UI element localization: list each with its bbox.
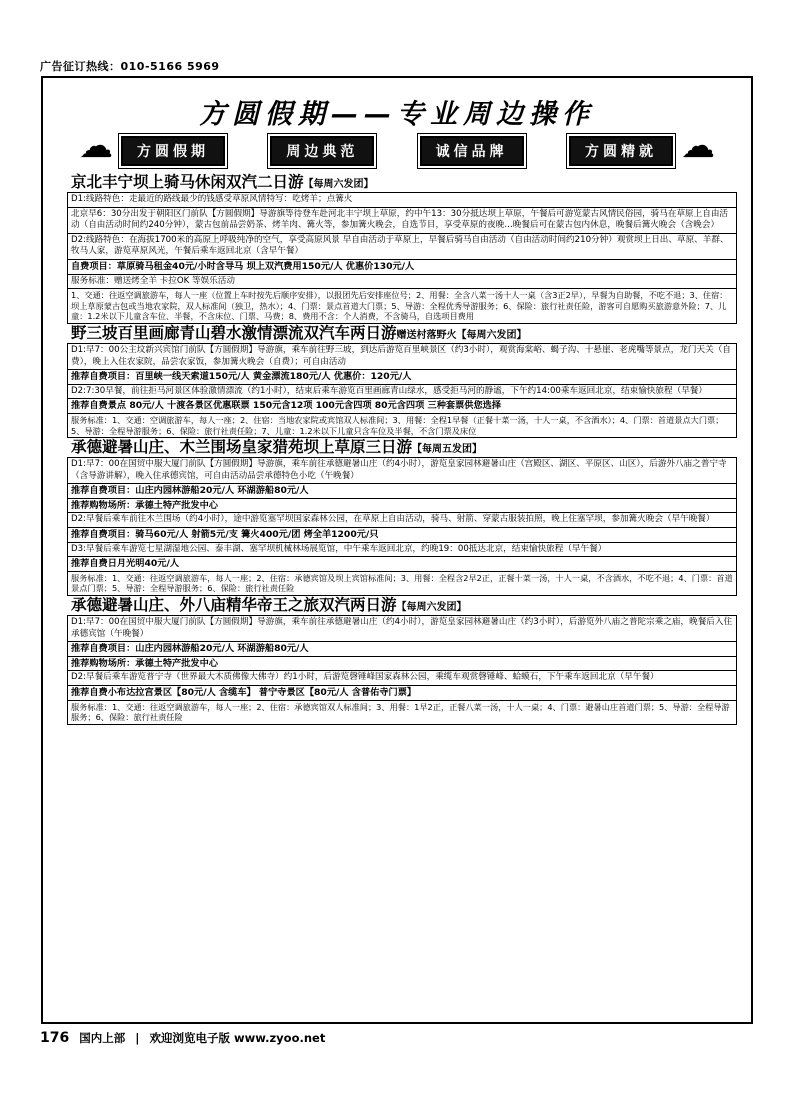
price-row: 推荐购物场所：承德土特产批发中心 — [68, 499, 736, 514]
banner-tag: 周边典范 — [270, 136, 374, 166]
tour-title-text: 承德避暑山庄、木兰围场皇家猎苑坝上草原三日游 — [71, 438, 413, 457]
tour-itinerary-table — [67, 457, 737, 596]
service-standard-row: 服务标准：1、交通：空调旅游车，每人一座；2、住宿：当地农家院或宾馆双人标准间；3、用餐：全程1早餐（正餐十菜一汤，十人一桌，不含酒水）；4、门票：首道景点大门票；5、导游：全程导游服务；6、保险：旅行社责任险；7、儿童：1.2米以下儿童只含车位及半餐，不含门票及床位 — [71, 414, 724, 436]
price-row: 推荐购物场所：承德土特产批发中心 — [68, 657, 736, 672]
price-row: 推荐自费景点 80元/人 十渡各景区优惠联票 150元含12项 100元含四项 80元含四项 三种套票供您选择 — [68, 399, 736, 414]
tour-title-text: 承德避暑山庄、外八庙精华帝王之旅双汽两日游 — [71, 596, 397, 615]
itinerary-row: D2:线路特色：在海拔1700米的高原上呼吸纯净的空气，享受高原风景 早自由活动于草原上，早餐后骑马自由活动（自由活动时间约210分钟）观赏坝上日出、草原、羊群、牧马人家，游览草原风光，午餐后乘车返回北京（含早午餐） — [68, 234, 736, 260]
tour-title-text: 野三坡百里画廊青山碧水激情漂流双汽车两日游 — [71, 323, 397, 342]
cloud-ornament-icon: ☁ — [79, 126, 113, 166]
itinerary-row: D1:线路特色：走最近的路线最少的钱感受草原风情特写：吃烤羊；点篝火 — [68, 193, 736, 208]
tour-title-text: 京北丰宁坝上骑马休闲双汽二日游 — [71, 173, 304, 191]
itinerary-row: D2:早餐后乘车游览普宁寺（世界最大木质佛像大佛寺）约1小时，后游览磬锤峰国家森林公园，乘缆车观赏磬锤峰、蛤蟆石，下午乘车返回北京（早午餐） — [68, 671, 736, 686]
departure-badge: 【每周五发团】 — [412, 444, 483, 456]
footer-slogan: 欢迎浏览电子版 www.zyoo.net — [149, 1031, 326, 1045]
departure-badge: 【每周六发团】 — [303, 179, 374, 190]
itinerary-row: D2:早餐后乘车前往木兰围场（约4小时），途中游览塞罕坝国家森林公园，在草原上自由活动，骑马、射箭、穿蒙古服装拍照，晚上住塞罕坝，参加篝火晚会（早午晚餐） — [68, 513, 736, 528]
footer-separator: | — [135, 1031, 140, 1045]
service-standard-row: 服务标准：1、交通：往返空调旅游车，每人一座；2、住宿：承德宾馆及坝上宾馆标准间；3、用餐：全程含2早2正，正餐十菜一汤，十人一桌，不含酒水，不吃不退；4、门票：首道景点门票；5、导游：全程导游服务；6、保险：旅行社责任险 — [71, 572, 733, 594]
price-row: 推荐自费项目：山庄内园林游船20元/人 环湖游船80元/人 — [68, 484, 736, 499]
ad-hotline: 广告征订热线：010-5166 5969 — [40, 60, 220, 73]
banner-tag: 方圆精就 — [569, 136, 673, 166]
price-row: 推荐自费项目：山庄内园林游船20元/人 环湖游船80元/人 — [68, 642, 736, 657]
brochure-frame — [41, 76, 753, 1024]
departure-badge: 【每周六发团】 — [396, 602, 467, 614]
itinerary-row: D3:早餐后乘车游览七星湖湿地公园、泰丰湖、塞罕坝机械林场展览馆，中午乘车返回北京，约晚19：00抵达北京，结束愉快旅程（早午餐） — [68, 543, 736, 558]
departure-badge: 赠送村落野火【每周六发团】 — [396, 329, 527, 341]
service-standard-row: 服务标准：1、交通：往返空调旅游车，每人一座；2、住宿：承德宾馆双人标准间；3、用餐：1早2正，正餐八菜一汤，十人一桌；4、门票：避暑山庄首道门票；5、导游：全程导游服务；6、保险：旅行社责任险 — [71, 701, 730, 723]
tour-itinerary-table — [67, 615, 737, 725]
tour-itinerary-table — [67, 192, 737, 324]
footer-section: 国内上部 — [79, 1031, 126, 1045]
price-row: 推荐自费小布达拉宫景区【80元/人 含缆车】 普宁寺景区【80元/人 含普佑寺门票】 — [68, 686, 736, 701]
price-row: 推荐自费项目：百里峡一线天索道150元/人 黄金漂流180元/人 优惠价：120元/人 — [68, 370, 736, 385]
tour-itinerary-table — [67, 343, 737, 438]
price-row: 推荐自费日月光明40元/人 — [68, 557, 736, 572]
price-row: 自费项目：草原骑马租金40元/小时含导马 坝上双汽费用150元/人 优惠价130元/人 — [68, 260, 736, 275]
tour-title — [43, 438, 751, 457]
itinerary-row: D1:早7：00在国贸中服大厦门前队【方圆假期】导游旗，乘车前往承德避暑山庄（约4小时），游览皇家园林避暑山庄（约3小时），后游览外八庙之普陀宗乘之庙，晚餐后入住承德宾馆（午晚餐） — [68, 616, 736, 642]
banner-tags — [121, 136, 673, 166]
tour-title — [43, 596, 751, 615]
page-number: 176 — [40, 1030, 70, 1046]
banner-tag: 诚信品牌 — [420, 136, 524, 166]
itinerary-row: 服务标准：赠送烤全羊 卡拉OK 等娱乐活动 — [68, 275, 736, 290]
banner-tag: 方圆假期 — [121, 136, 225, 166]
tour-title — [43, 324, 751, 343]
banner — [43, 78, 751, 184]
tour-listings — [43, 173, 751, 1024]
tour-title — [43, 173, 751, 192]
itinerary-row: D1:早7：00在国贸中服大厦门前队【方圆假期】导游旗，乘车前往承德避暑山庄（约4小时），游览皇家园林避暑山庄（宫殿区、湖区、平原区、山区），后游外八庙之普宁寺（含导游讲解），晚入住承德宾馆，可自由活动品尝承德特色小吃（午晚餐） — [68, 458, 736, 484]
itinerary-row: 北京早6：30分出发于朝阳区门前队【方圆假期】导游旗等待登车赴河北丰宁坝上草原，约中午13：30分抵达坝上草原，午餐后可游览蒙古风情民俗园，骑马在草原上自由活动（自由活动时间约240分钟），蒙古包前品尝奶茶、烤羊肉、篝火等，参加篝火晚会，自选节目，享受草原的夜晚…晚餐后可在蒙古包内休息，晚餐后篝火晚会（含晚会） — [68, 208, 736, 234]
cloud-ornament-icon: ☁ — [681, 126, 715, 166]
price-row: 推荐自费项目：骑马60元/人 射箭5元/支 篝火400元/团 烤全羊1200元/只 — [68, 528, 736, 543]
itinerary-row: D2:7:30早餐，前往拒马河景区体验激情漂流（约1小时），结束后乘车游览百里画廊青山绿水，感受拒马河的静谧，下午约14:00乘车返回北京，结束愉快旅程（早餐） — [68, 385, 736, 400]
service-standard-row: 1、交通：往返空调旅游车，每人一座（位置上车时按先后顺序安排），以报团先后安排座位号；2、用餐：全含八菜一汤十人一桌（含3正2早），早餐为自助餐，不吃不退；3、住宿：坝上草原蒙古包或当地农家院，双人标准间（独卫，热水）；4、门票：景点首道大门票；5、导游：全程优秀导游服务；6、保险：旅行社责任险，游客可自愿购买旅游意外险；7、儿童：1.2米以下儿童含车位、半餐，不含床位、门票、马费；8、费用不含：个人消费，不含骑马，自选项目费用 — [71, 290, 728, 322]
banner-title: 方圆假期——专业周边操作 — [199, 99, 595, 130]
page-footer — [40, 1030, 752, 1046]
itinerary-row: D1:早7：00公主坟新兴宾馆门前队【方圆假期】导游旗，乘车前往野三坡，到达后游览百里峡景区（约3小时），观赏海棠峪、蝎子沟、十悬崖、老虎嘴等景点，龙门天关（自费），晚上入住农家院，品尝农家饭，参加篝火晚会（自费）；可自由活动 — [68, 344, 736, 370]
